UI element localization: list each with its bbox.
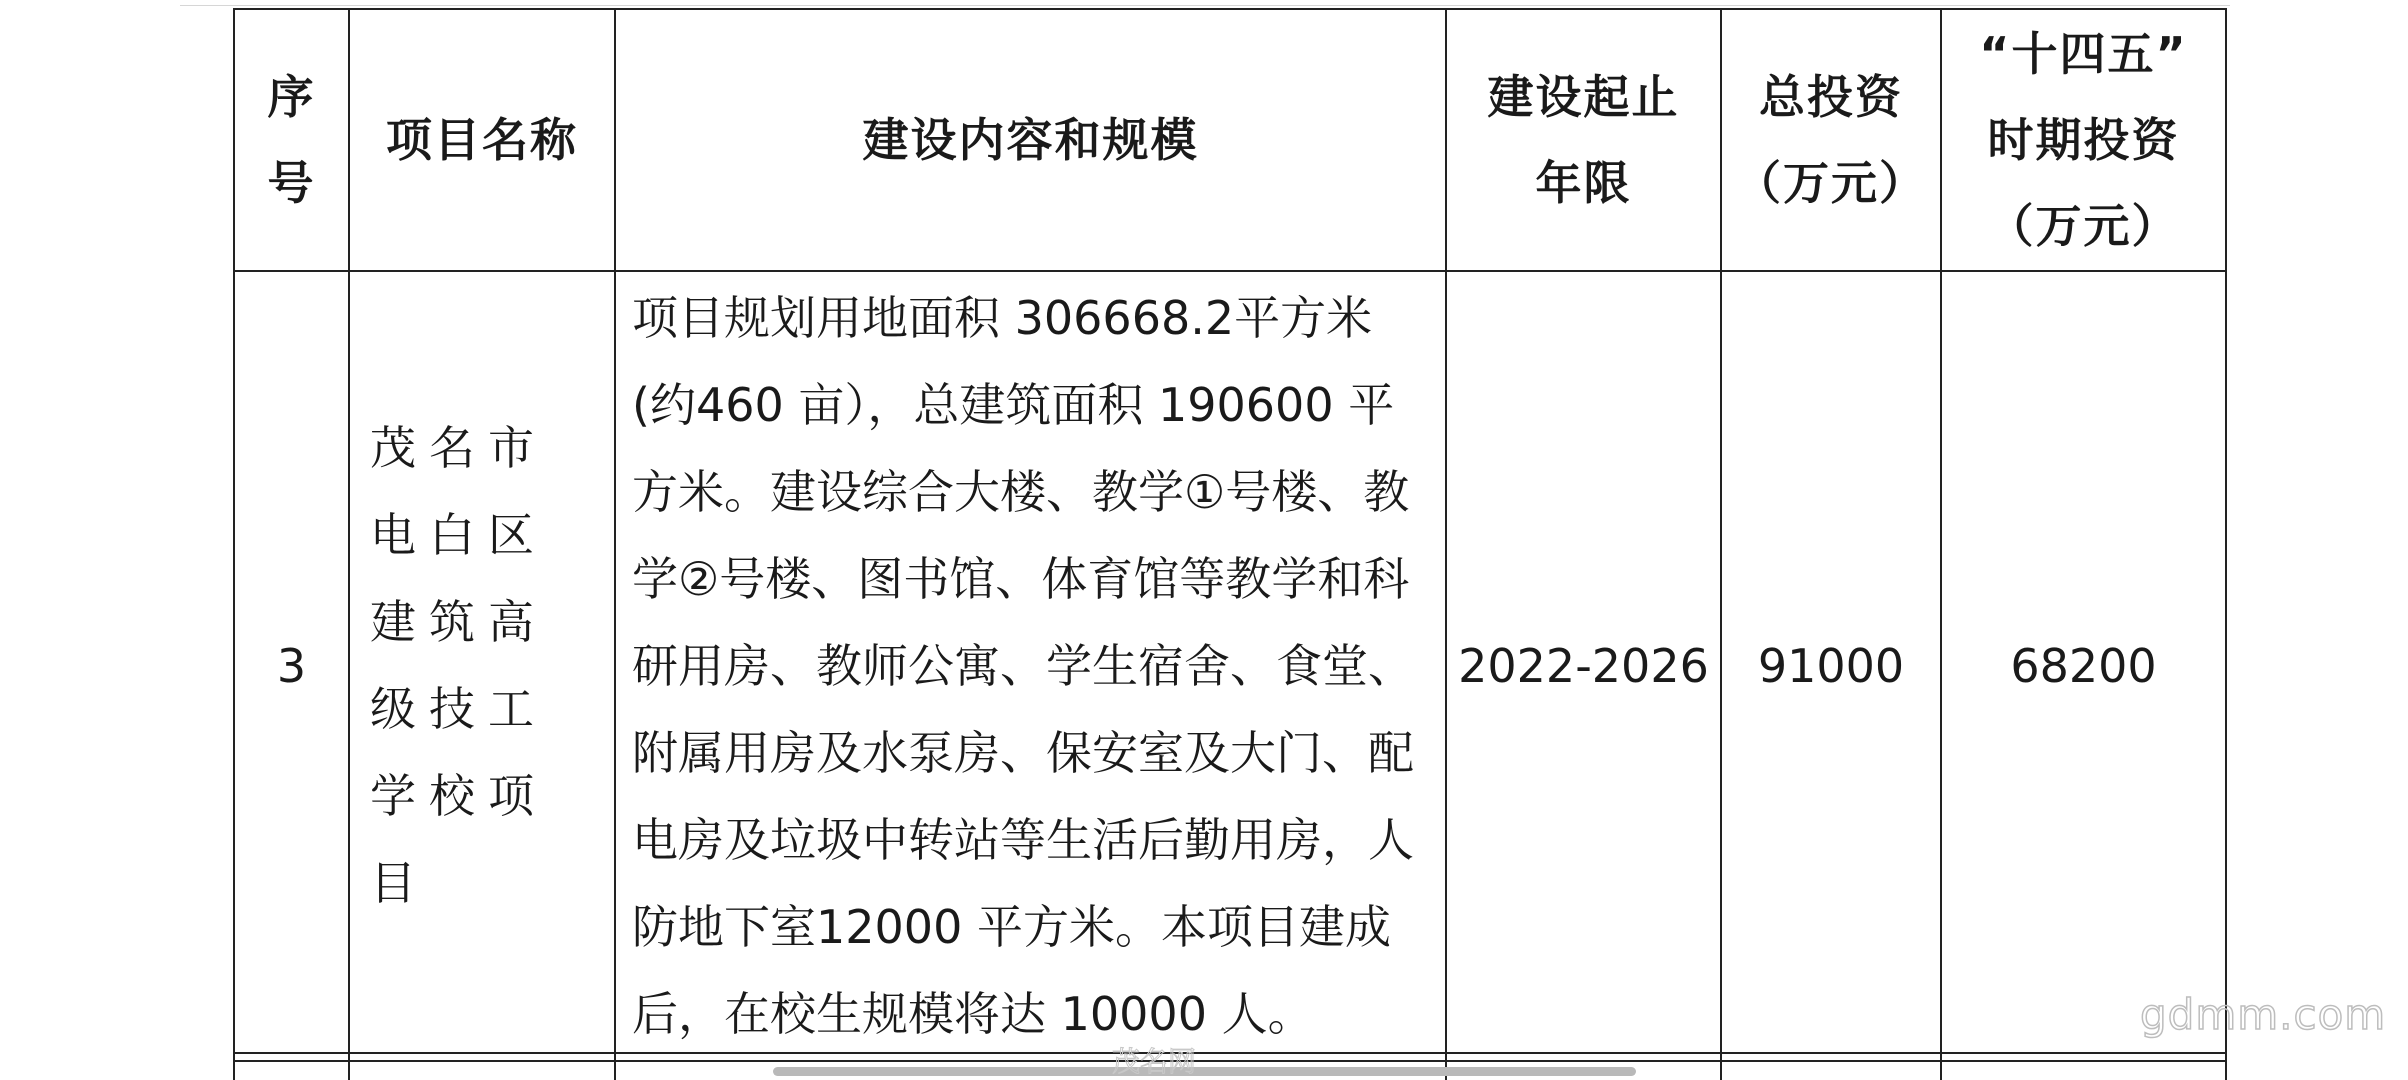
header-plan-line-2: 时期投资 (1987, 113, 2180, 167)
next-row-border (233, 1052, 2227, 1054)
cell-project-name: 茂名市电白区建筑高级技工学校项目 (349, 271, 615, 1061)
header-period (1446, 9, 1721, 271)
cell-content: 项目规划用地面积 306668.2平方米(约460 亩），总建筑面积 190600 平方米。建设综合大楼、教学①号楼、教学②号楼、图书馆、体育馆等教学和科研用房、教师公寓、学生宿舍、食堂、附属用房及水泵房、保安室及大门、配电房及垃圾中转站等生活后勤用房，人防地下室12000 平方米。本项目建成后，在校生规模将达 10000 人。 (615, 271, 1446, 1061)
next-row-divider (2225, 1053, 2227, 1080)
header-name: 项目名称 (349, 9, 615, 271)
header-plan-line-1: “十四五” (1979, 27, 2188, 81)
header-total-line-2: （万元） (1735, 156, 1927, 210)
cell-period: 2022-2026 (1446, 271, 1721, 1061)
header-seq (234, 9, 349, 271)
next-row-divider (614, 1053, 616, 1080)
header-period-line-1: 建设起止 (1487, 70, 1680, 124)
header-plan (1941, 9, 2226, 271)
cell-plan-investment: 68200 (1941, 271, 2226, 1061)
table-header-row (234, 9, 2226, 271)
horizontal-scrollbar[interactable] (773, 1067, 1636, 1076)
next-row-divider (1720, 1053, 1722, 1080)
header-content: 建设内容和规模 (615, 9, 1446, 271)
header-period-line-2: 年限 (1535, 156, 1632, 210)
header-total (1721, 9, 1941, 271)
page-top-divider (180, 5, 2230, 6)
header-total-line-1: 总投资 (1759, 70, 1903, 124)
project-table (233, 8, 2227, 1062)
watermark-site: gdmm.com (2140, 990, 2387, 1039)
next-row-divider (348, 1053, 350, 1080)
table-row (234, 271, 2226, 1061)
watermark-center: 茂名网 (1112, 1045, 1197, 1078)
header-seq-line-1: 序 (267, 70, 316, 124)
next-row-divider (1940, 1053, 1942, 1080)
cell-seq: 3 (234, 271, 349, 1061)
next-row-divider (233, 1053, 235, 1080)
header-plan-line-3: （万元） (1987, 199, 2180, 253)
cell-total-investment: 91000 (1721, 271, 1941, 1061)
header-seq-line-2: 号 (267, 156, 316, 210)
